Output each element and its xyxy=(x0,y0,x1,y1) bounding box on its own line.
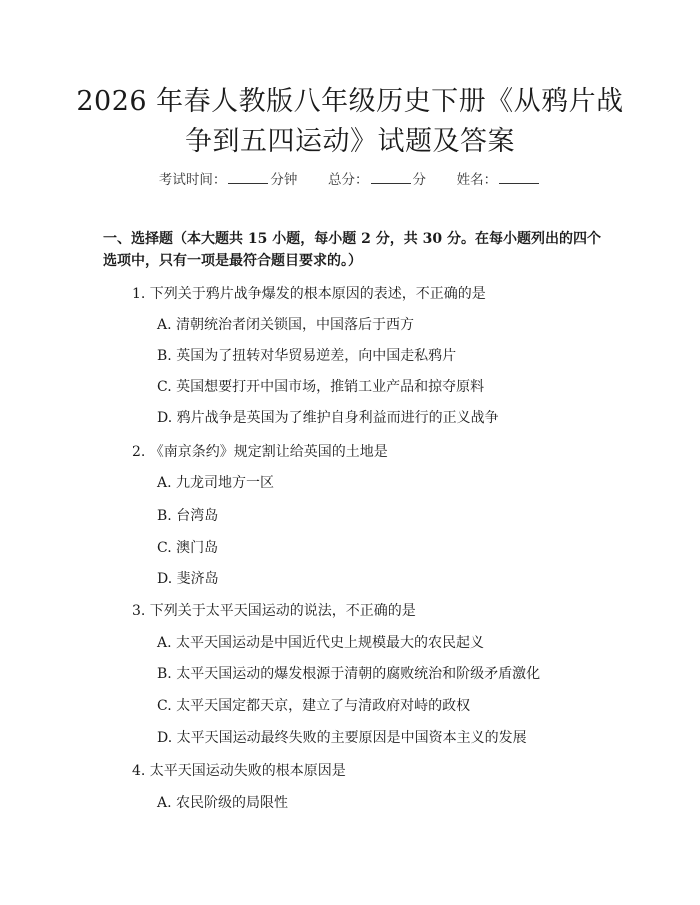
time-unit: 分钟 xyxy=(270,172,298,188)
title-line-2: 争到五四运动》试题及答案 xyxy=(185,126,515,157)
score-unit: 分 xyxy=(412,172,426,188)
question-1-option-d: D. 鸦片战争是英国为了维护自身利益而进行的正义战争 xyxy=(157,410,499,426)
question-1-option-b: B. 英国为了扭转对华贸易逆差，向中国走私鸦片 xyxy=(157,348,457,364)
question-4-option-a: A. 农民阶级的局限性 xyxy=(157,795,289,811)
document-title xyxy=(60,82,640,162)
question-2-option-b: B. 台湾岛 xyxy=(157,508,219,524)
question-1-option-c: C. 英国想要打开中国市场，推销工业产品和掠夺原料 xyxy=(157,379,485,395)
question-3-option-b: B. 太平天国运动的爆发根源于清朝的腐败统治和阶级矛盾激化 xyxy=(157,666,541,682)
question-3-option-d: D. 太平天国运动最终失败的主要原因是中国资本主义的发展 xyxy=(157,730,527,746)
question-2-stem: 2. 《南京条约》规定割让给英国的土地是 xyxy=(132,444,388,460)
question-3-option-c: C. 太平天国定都天京，建立了与清政府对峙的政权 xyxy=(157,698,471,714)
question-2-option-d: D. 斐济岛 xyxy=(157,571,219,587)
time-blank xyxy=(228,170,268,184)
name-blank xyxy=(499,170,539,184)
time-label: 考试时间： xyxy=(158,172,227,188)
score-blank xyxy=(371,170,411,184)
name-label: 姓名： xyxy=(456,172,498,188)
question-3-option-a: A. 太平天国运动是中国近代史上规模最大的农民起义 xyxy=(157,635,485,651)
question-2-option-a: A. 九龙司地方一区 xyxy=(157,475,275,491)
exam-info xyxy=(0,168,700,188)
question-3-stem: 3. 下列关于太平天国运动的说法，不正确的是 xyxy=(132,603,416,619)
title-line-1: 2026 年春人教版八年级历史下册《从鸦片战 xyxy=(76,86,624,117)
score-label: 总分： xyxy=(328,172,369,188)
question-4-stem: 4. 太平天国运动失败的根本原因是 xyxy=(132,763,346,779)
question-1-stem: 1. 下列关于鸦片战争爆发的根本原因的表述，不正确的是 xyxy=(132,286,486,302)
question-1-option-a: A. 清朝统治者闭关锁国，中国落后于西方 xyxy=(157,317,415,333)
question-2-option-c: C. 澳门岛 xyxy=(157,540,219,556)
section-title: 一、选择题（本大题共 15 小题，每小题 2 分，共 30 分。在每小题列出的四个选项中，只有一项是最符合题目要求的。） xyxy=(103,231,601,269)
